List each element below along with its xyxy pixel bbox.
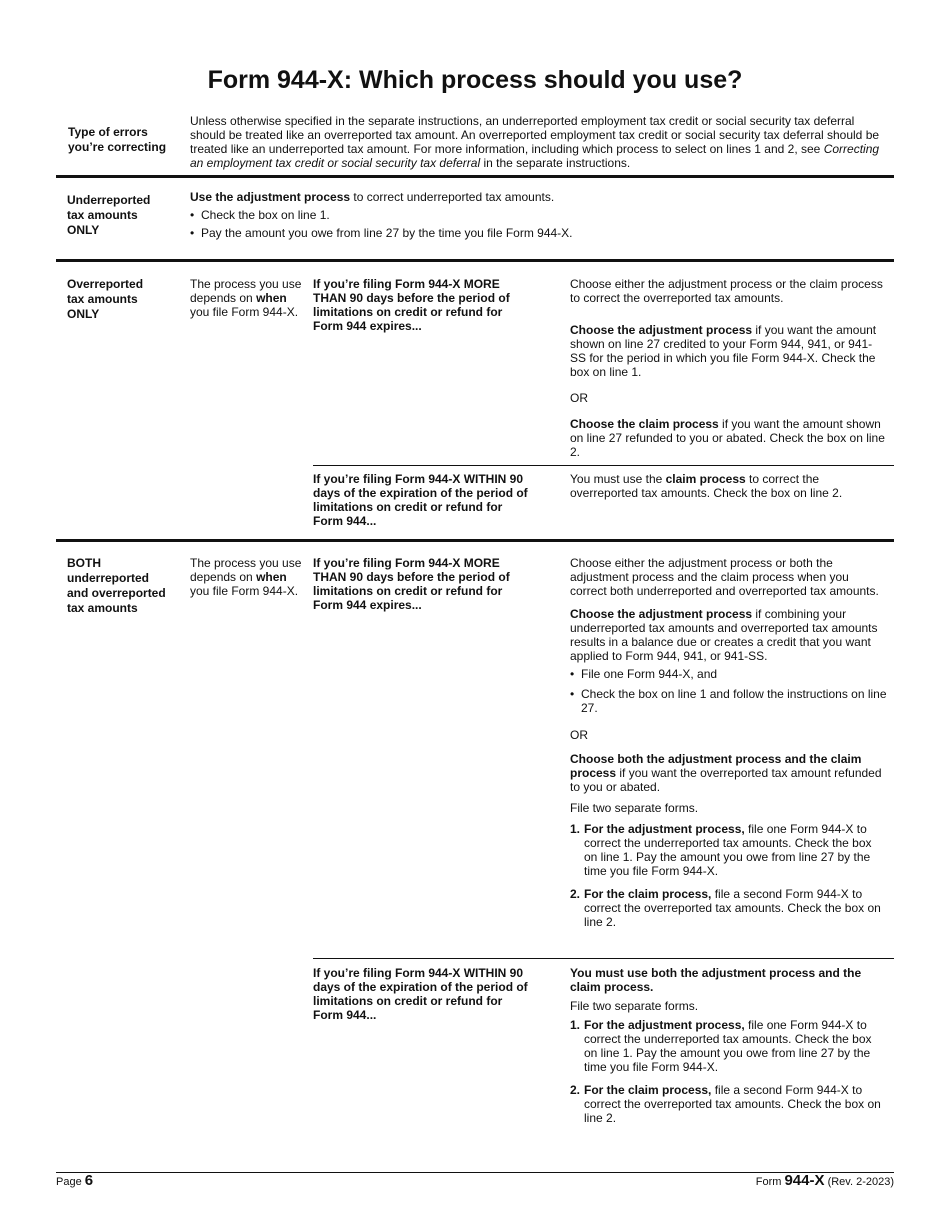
row-label-line: ONLY — [67, 223, 100, 237]
choose-either-text: Choose either the adjustment process or the claim process to correct the overreported tax amounts. — [570, 277, 883, 305]
choose-both-lead: Choose both the adjustment process and the claim process — [570, 752, 862, 780]
choose-either-text: Choose either the adjustment process or both the adjustment process and the claim process when you correct both underreported and overreported tax amounts. — [570, 556, 879, 598]
must-use-claim-text: You must use the claim process to correct the overreported tax amounts. Check the box on line 2. — [570, 472, 843, 500]
or-separator: OR — [570, 728, 588, 742]
footer-divider — [56, 1172, 894, 1173]
section-divider — [56, 259, 894, 262]
section-divider — [56, 175, 894, 178]
lead-text: to correct underreported tax amounts. — [350, 190, 555, 204]
row-label-line: Overreported — [67, 277, 144, 291]
intro-italic-reference: Correcting an employment tax credit or social security tax deferral — [190, 142, 880, 170]
page-number: Page 6 — [56, 1172, 94, 1189]
list-number: 2. — [570, 887, 581, 901]
both-within-options: You must use both the adjustment process and the claim process. File two separate forms. 1. For the adjustment process, file one Form 944-X to correct the underreported tax amounts. Check the box on line 1. Pay the amount you owe from line 27 by the time you file Form 944-X. 2. For the claim process, file a second Form 944-X to correct the overreported tax amounts. Check the box on line 2. — [570, 966, 888, 1125]
bullet-item: File one Form 944-X, and — [581, 667, 718, 681]
choose-adjustment-lead: Choose the adjustment process — [570, 323, 753, 337]
row-label-line: tax amounts — [67, 208, 138, 222]
row-label-line: underreported — [67, 571, 150, 585]
must-use-both-lead: You must use both the adjustment process and the claim process. — [570, 966, 862, 994]
subsection-divider — [313, 465, 894, 466]
row-label-underreported — [67, 193, 179, 238]
header-label-line: you’re correcting — [68, 140, 167, 154]
row-label-line: tax amounts — [67, 601, 138, 615]
row-label-both — [67, 556, 179, 616]
choose-adjustment-lead: Choose the adjustment process — [570, 607, 753, 621]
list-number: 1. — [570, 822, 581, 836]
intro-text: Unless otherwise specified in the separate instructions, an underreported employment tax credit or social security tax deferral should be treated like an overreported tax amount. An overreported employment tax credit or social security tax deferral should be treated like an underreported tax amount. For more information, including which process to select on lines 1 and 2, see — [190, 114, 880, 156]
row-label-line: Underreported — [67, 193, 151, 207]
process-depends-text: The process you use depends on when you file Form 944-X. — [190, 277, 302, 319]
condition-within-90-days: If you’re filing Form 944-X WITHIN 90 days of the expiration of the period of limitations on credit or refund for Form 944... — [313, 472, 528, 528]
condition-more-than-90-days: If you’re filing Form 944-X MORE THAN 90 days before the period of limitations on credit or refund for Form 944 expires... — [313, 556, 510, 612]
condition-within-90-days: If you’re filing Form 944-X WITHIN 90 days of the expiration of the period of limitations on credit or refund for Form 944... — [313, 966, 528, 1022]
bullet-item: Check the box on line 1 and follow the instructions on line 27. — [581, 687, 887, 715]
adjustment-process-lead: Use the adjustment process — [190, 190, 351, 204]
form-revision: Form 944-X (Rev. 2-2023) — [755, 1172, 894, 1189]
row-label-line: ONLY — [67, 307, 100, 321]
underreported-instructions: Use the adjustment process to correct underreported tax amounts. • Check the box on line 1. • Pay the amount you owe from line 27 by the time you file Form 944-X. — [190, 190, 573, 240]
condition-more-than-90-days: If you’re filing Form 944-X MORE THAN 90 days before the period of limitations on credit or refund for Form 944 expires... — [313, 277, 510, 333]
section-divider — [56, 539, 894, 542]
both-more-options: Choose either the adjustment process or both the adjustment process and the claim process when you correct both underreported and overreported tax amounts. Choose the adjustment process if combining your underreported tax amounts and overreported tax amounts results in a balance due or creates a credit that you want applied to Form 944, 941, or 941-SS. • File one Form 944-X, and • Check the box on line 1 and follow the instructions on line 27. OR Choose both the adjustment process and the claim process if you want the overreported tax amount refunded to you or abated. File two separate forms. 1. For the adjustment process, file one Form 944-X to correct the underreported tax amounts. Check the box on line 1. Pay the amount you owe from line 27 by the time you file Form 944-X. 2. For the claim process, file a second Form 944-X to correct the overreported tax amounts. Check the box on line 2. — [570, 556, 887, 929]
list-number: 1. — [570, 1018, 581, 1032]
or-separator: OR — [570, 391, 588, 405]
file-two-forms: File two separate forms. — [570, 999, 699, 1013]
row-label-line: BOTH — [67, 556, 101, 570]
intro-text: in the separate instructions. — [480, 156, 631, 170]
row-label-line: and overreported — [67, 586, 166, 600]
overreported-more-options: Choose either the adjustment process or the claim process to correct the overreported tax amounts. Choose the adjustment process if you want the amount shown on line 27 credited to your Form 944, 941, or 941-SS for the period in which you file Form 944-X. Check the box on line 1. OR Choose the claim process if you want the amount shown on line 27 refunded to you or abated. Check the box on line 2. — [570, 277, 888, 459]
process-depends-text: The process you use depends on when you file Form 944-X. — [190, 556, 302, 598]
row-label-overreported — [67, 277, 179, 322]
page-title: Form 944-X: Which process should you use? — [207, 66, 743, 94]
bullet-item: Check the box on line 1. — [201, 208, 330, 222]
list-number: 2. — [570, 1083, 581, 1097]
bullet-item: Pay the amount you owe from line 27 by the time you file Form 944-X. — [201, 226, 573, 240]
subsection-divider — [313, 958, 894, 959]
row-label-line: tax amounts — [67, 292, 138, 306]
column-header-label — [68, 125, 183, 155]
header-label-line: Type of errors — [68, 125, 148, 139]
choose-claim-lead: Choose the claim process — [570, 417, 719, 431]
intro-paragraph — [190, 114, 880, 170]
file-two-forms: File two separate forms. — [570, 801, 699, 815]
